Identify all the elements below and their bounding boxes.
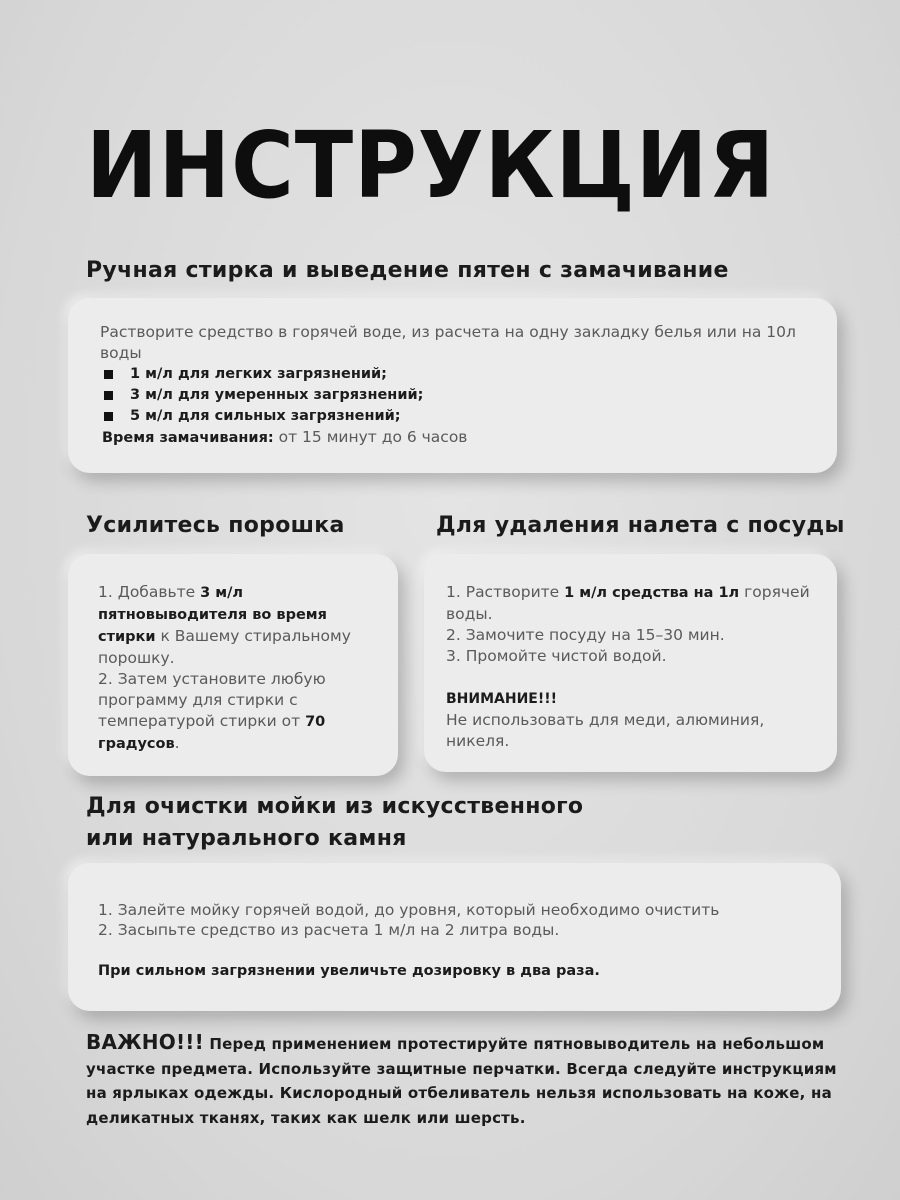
soak-time: Время замачивания: от 15 минут до 6 часов [102, 428, 468, 446]
warning-text: Не использовать для меди, алюминия, никеля. [446, 711, 765, 750]
hand-wash-intro: Растворите средство в горячей воде, из расчета на одну закладку белья или на 10л воды [100, 323, 796, 362]
important-notice [86, 1030, 846, 1130]
bullet-square-icon [104, 391, 113, 400]
bullet-square-icon [104, 412, 113, 421]
page-title: ИНСТРУКЦИЯ [86, 112, 776, 219]
hand-wash-card [68, 298, 837, 473]
dishes-card [424, 554, 837, 772]
sink-card [68, 863, 841, 1011]
dishes-step-1: 1. Растворите 1 м/л средства на 1л горячей воды. [446, 583, 810, 623]
sink-step-2: 2. Засыпьте средство из расчета 1 м/л на 2 литра воды. [98, 921, 560, 939]
detergent-step-2: 2. Затем установите любую программу для стирки с температурой стирки от 70 градусов. [98, 670, 326, 752]
detergent-step-1: 1. Добавьте 3 м/л пятновыводителя во время стирки к Вашему стиральному порошку. [98, 583, 351, 667]
important-text: Перед применением протестируйте пятновыводитель на небольшом участке предмета. Используйте защитные перчатки. Всегда следуйте инструкциям на ярлыках одежды. Кислородный отбеливатель нельзя использовать на коже, на деликатных тканях, таких как шелк или шерсть. [86, 1035, 837, 1127]
warning-label: ВНИМАНИЕ!!! [446, 691, 558, 707]
section-heading-hand-wash: Ручная стирка и выведение пятен с замачивание [86, 258, 729, 283]
sink-step-1: 1. Залейте мойку горячей водой, до уровня, который необходимо очистить [98, 901, 720, 919]
dishes-step-3: 3. Промойте чистой водой. [446, 647, 667, 665]
section-heading-detergent: Усилитесь порошка [86, 513, 345, 538]
dosage-item: 3 м/л для умеренных загрязнений; [100, 385, 807, 406]
dosage-item: 5 м/л для сильных загрязнений; [100, 406, 807, 427]
important-label: ВАЖНО!!! [86, 1030, 204, 1054]
dishes-step-2: 2. Замочите посуду на 15–30 мин. [446, 626, 725, 644]
section-heading-sink: Для очистки мойки из искусственного или натурального камня [86, 794, 584, 851]
detergent-card [68, 554, 398, 776]
section-heading-dishes: Для удаления налета с посуды [436, 513, 845, 538]
sink-note: При сильном загрязнении увеличьте дозировку в два раза. [98, 963, 600, 979]
dosage-item: 1 м/л для легких загрязнений; [100, 364, 807, 385]
bullet-square-icon [104, 370, 113, 379]
